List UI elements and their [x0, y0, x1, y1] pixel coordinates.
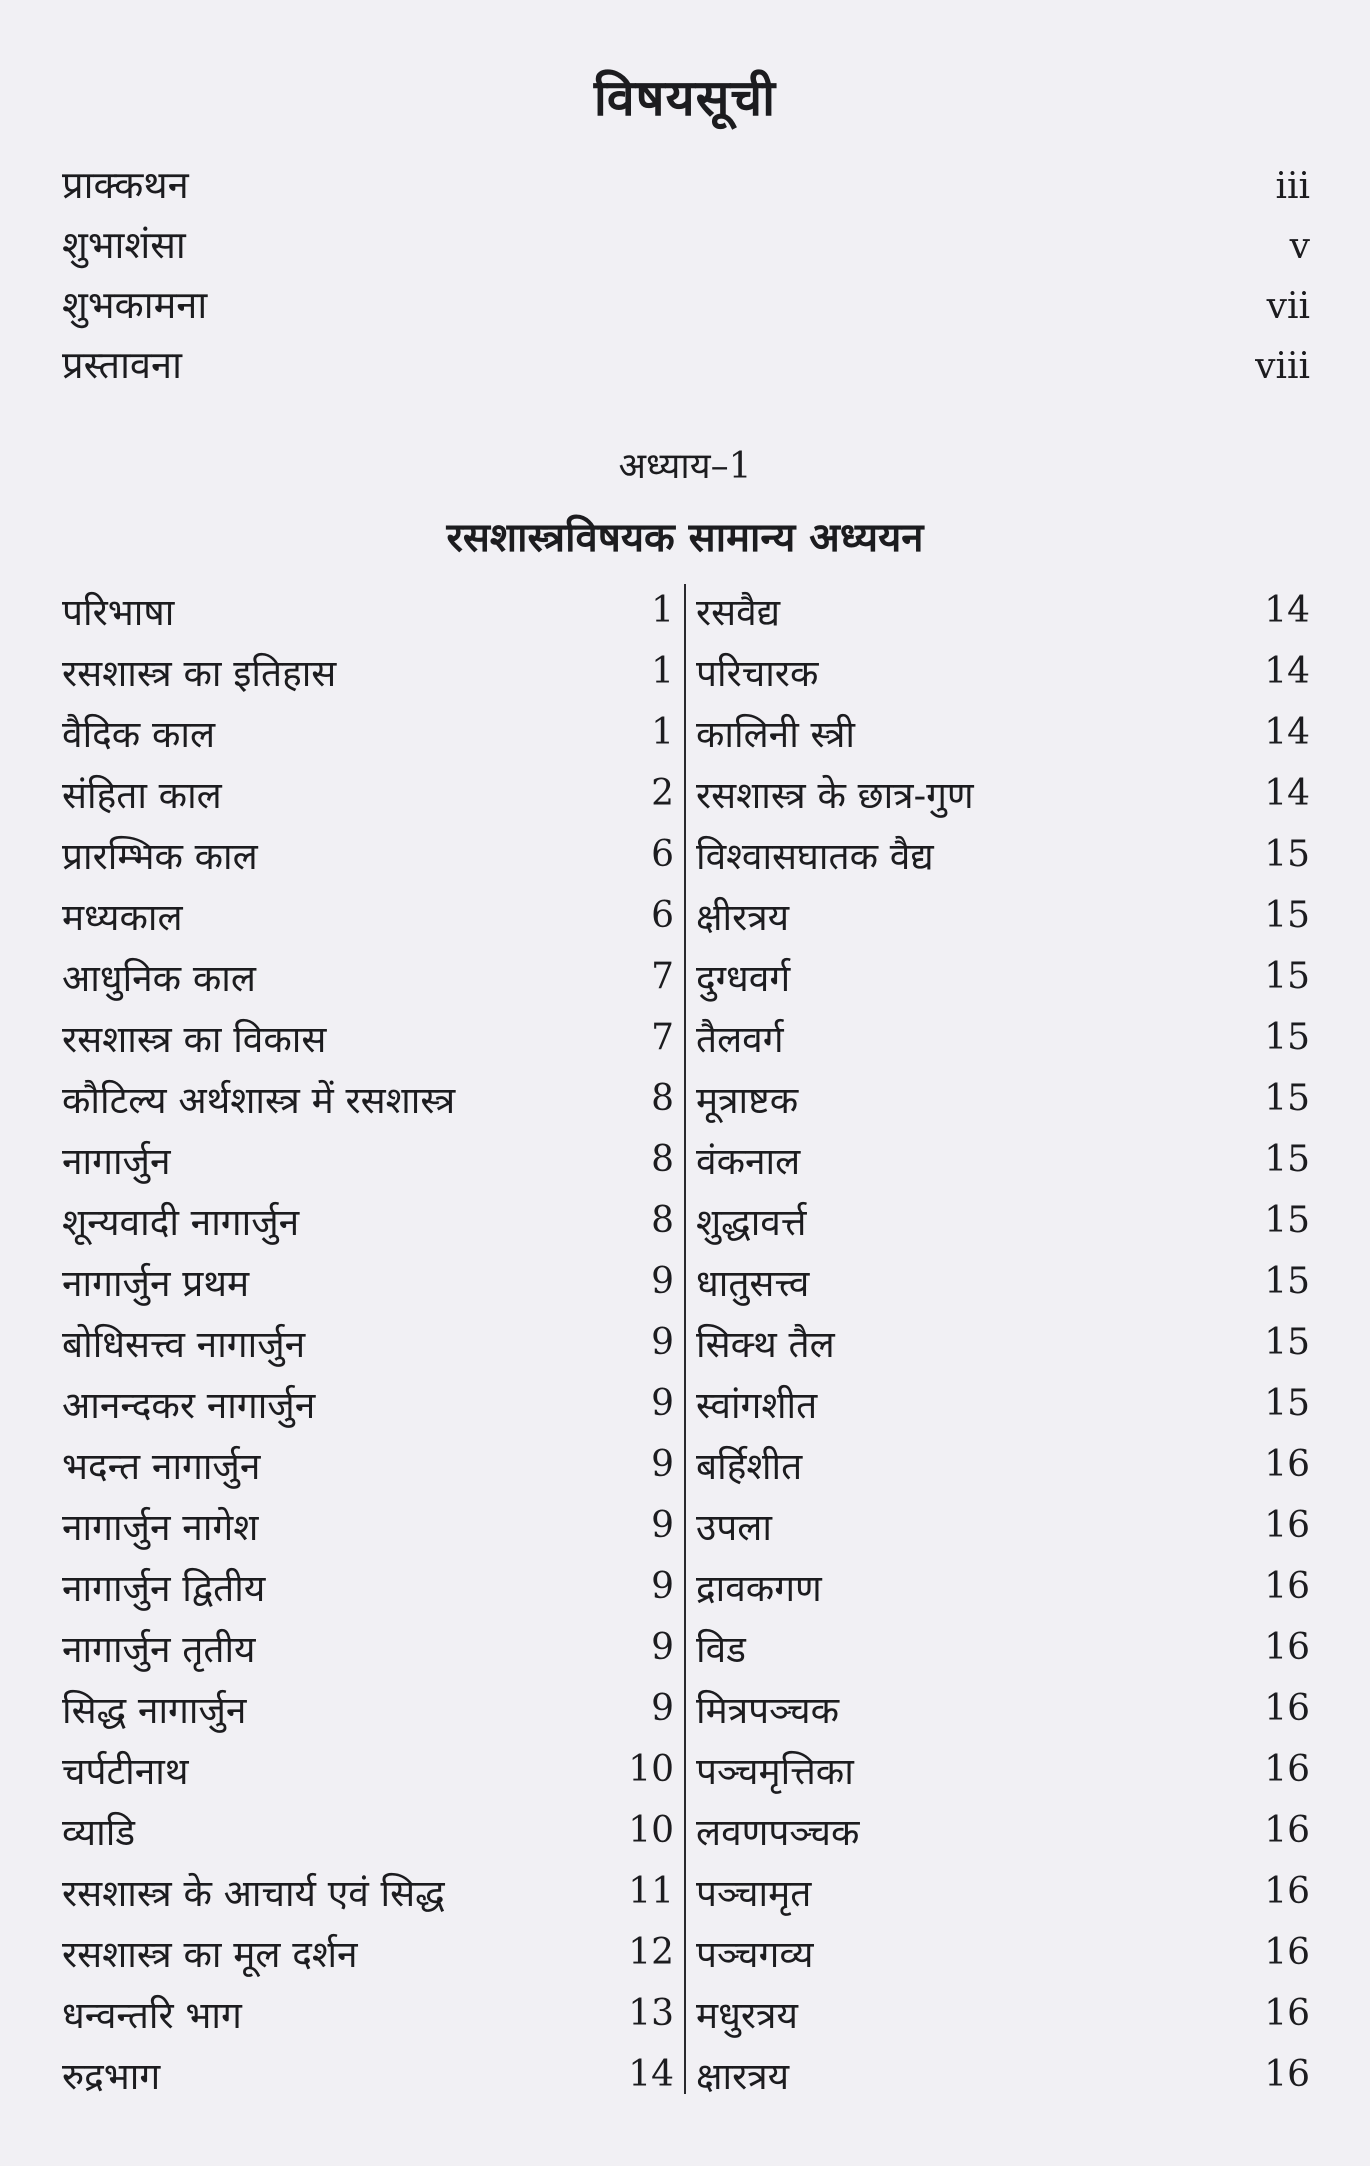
entry-page: 15: [1264, 956, 1310, 997]
toc-entry: [62, 1617, 674, 1678]
entry-label: मध्यकाल: [62, 896, 183, 939]
toc-entry: [696, 1678, 1310, 1739]
front-matter-row: [62, 278, 1310, 338]
entry-page: 15: [1264, 834, 1310, 875]
entry-page: 15: [1264, 1200, 1310, 1241]
toc-entry: [62, 1739, 674, 1800]
entry-page: 16: [1264, 1871, 1310, 1912]
entry-label: क्षीरत्रय: [696, 896, 790, 939]
toc-entry: [62, 1495, 674, 1556]
entry-page: vii: [1266, 286, 1310, 327]
toc-entry: [62, 702, 674, 763]
entry-label: नागार्जुन प्रथम: [62, 1262, 250, 1305]
entry-page: 15: [1264, 1261, 1310, 1302]
entry-label: मधुरत्रय: [696, 1994, 798, 2037]
entry-label: भदन्त नागार्जुन: [62, 1445, 261, 1488]
entry-label: क्षारत्रय: [696, 2055, 790, 2098]
entry-label: रसशास्त्र के छात्र-गुण: [696, 774, 974, 817]
entry-label: स्वांगशीत: [696, 1384, 818, 1427]
toc-entry: [696, 580, 1310, 641]
entry-page: 9: [651, 1627, 674, 1668]
entry-label: उपला: [696, 1506, 772, 1549]
entry-label: धन्वन्तरि भाग: [62, 1994, 242, 2037]
toc-entry: [62, 1068, 674, 1129]
toc-entry: [62, 1373, 674, 1434]
entry-page: 1: [651, 590, 674, 631]
entry-label: सिक्थ तैल: [696, 1323, 835, 1366]
entry-page: 1: [651, 712, 674, 753]
entry-label: बर्हिशीत: [696, 1445, 803, 1488]
toc-entry: [62, 1983, 674, 2044]
entry-label: शुद्धावर्त्त: [696, 1201, 807, 1244]
entry-label: शून्यवादी नागार्जुन: [62, 1201, 300, 1244]
toc-entry: [696, 1922, 1310, 1983]
entry-label: बोधिसत्त्व नागार्जुन: [62, 1323, 306, 1366]
entry-page: 15: [1264, 1139, 1310, 1180]
toc-entry: [696, 1800, 1310, 1861]
entry-page: 9: [651, 1505, 674, 1546]
entry-label: परिचारक: [696, 652, 819, 695]
entry-page: 8: [651, 1139, 674, 1180]
toc-entry: [696, 1068, 1310, 1129]
entry-page: 14: [1264, 712, 1310, 753]
entry-page: 16: [1264, 1627, 1310, 1668]
entry-page: 9: [651, 1688, 674, 1729]
entry-page: 14: [1264, 590, 1310, 631]
toc-entry: [696, 2044, 1310, 2105]
toc-entry: [696, 1983, 1310, 2044]
toc-entry: [62, 824, 674, 885]
entry-page: viii: [1255, 346, 1310, 387]
entry-label: शुभाशंसा: [62, 223, 186, 267]
entry-page: 6: [651, 895, 674, 936]
chapter-label: अध्याय–1: [618, 446, 752, 487]
entry-page: 8: [651, 1078, 674, 1119]
toc-entry: [696, 946, 1310, 1007]
entry-label: मित्रपञ्चक: [696, 1689, 840, 1732]
entry-page: 16: [1264, 1932, 1310, 1973]
entry-page: 9: [651, 1444, 674, 1485]
toc-entry: [62, 1800, 674, 1861]
toc-entry: [696, 885, 1310, 946]
entry-page: 7: [651, 956, 674, 997]
toc-entry: [62, 641, 674, 702]
toc-entry: [62, 885, 674, 946]
entry-page: 15: [1264, 1383, 1310, 1424]
entry-page: 1: [651, 651, 674, 692]
entry-page: iii: [1275, 166, 1310, 207]
entry-label: पञ्चगव्य: [696, 1933, 814, 1976]
toc-entry: [62, 580, 674, 641]
entry-page: 6: [651, 834, 674, 875]
toc-entry: [696, 1617, 1310, 1678]
entry-label: मूत्राष्टक: [696, 1079, 799, 1122]
entry-page: 15: [1264, 1322, 1310, 1363]
entry-label: वंकनाल: [696, 1140, 801, 1183]
toc-entry: [62, 1556, 674, 1617]
entry-label: रसवैद्य: [696, 591, 781, 634]
entry-page: 16: [1264, 1993, 1310, 2034]
column-divider: [684, 584, 686, 2094]
entry-page: 8: [651, 1200, 674, 1241]
toc-entry: [62, 763, 674, 824]
entry-page: 9: [651, 1383, 674, 1424]
entry-label: परिभाषा: [62, 591, 175, 634]
toc-entry: [62, 1007, 674, 1068]
entry-label: रसशास्त्र के आचार्य एवं सिद्ध: [62, 1872, 445, 1915]
toc-left-column: [62, 580, 674, 2105]
entry-page: 15: [1264, 895, 1310, 936]
entry-label: आनन्दकर नागार्जुन: [62, 1384, 316, 1427]
entry-page: 7: [651, 1017, 674, 1058]
toc-entry: [696, 763, 1310, 824]
toc-entry: [62, 1190, 674, 1251]
entry-label: धातुसत्त्व: [696, 1262, 810, 1305]
entry-label: नागार्जुन तृतीय: [62, 1628, 256, 1671]
entry-page: 14: [1264, 651, 1310, 692]
entry-page: 10: [628, 1810, 674, 1851]
entry-label: व्याडि: [62, 1811, 136, 1854]
front-matter-row: [62, 338, 1310, 398]
toc-entry: [696, 824, 1310, 885]
entry-page: 16: [1264, 1749, 1310, 1790]
entry-label: रसशास्त्र का इतिहास: [62, 652, 337, 695]
toc-entry: [696, 1373, 1310, 1434]
entry-label: कौटिल्य अर्थशास्त्र में रसशास्त्र: [62, 1079, 456, 1122]
entry-label: संहिता काल: [62, 774, 222, 817]
entry-page: 13: [628, 1993, 674, 2034]
entry-label: नागार्जुन द्वितीय: [62, 1567, 266, 1610]
toc-entry: [696, 702, 1310, 763]
entry-label: द्रावकगण: [696, 1567, 822, 1610]
entry-label: आधुनिक काल: [62, 957, 256, 1000]
entry-page: 10: [628, 1749, 674, 1790]
entry-label: नागार्जुन नागेश: [62, 1506, 259, 1549]
entry-label: प्रस्तावना: [62, 343, 182, 387]
toc-entry: [62, 1312, 674, 1373]
entry-label: दुग्धवर्ग: [696, 957, 791, 1000]
toc-right-column: [696, 580, 1310, 2105]
toc-entry: [696, 1007, 1310, 1068]
front-matter-row: [62, 158, 1310, 218]
entry-label: पञ्चमृत्तिका: [696, 1750, 854, 1793]
toc-entry: [696, 1556, 1310, 1617]
toc-entry: [696, 1861, 1310, 1922]
entry-label: विड: [696, 1628, 746, 1671]
page-title: विषयसूची: [593, 68, 777, 127]
entry-label: सिद्ध नागार्जुन: [62, 1689, 247, 1732]
toc-entry: [696, 641, 1310, 702]
entry-page: 16: [1264, 2054, 1310, 2095]
entry-label: रुद्रभाग: [62, 2055, 161, 2098]
chapter-title: रसशास्त्रविषयक सामान्य अध्ययन: [446, 514, 924, 561]
entry-page: 9: [651, 1261, 674, 1302]
entry-page: 16: [1264, 1505, 1310, 1546]
entry-page: 9: [651, 1566, 674, 1607]
front-matter-list: [62, 158, 1310, 398]
toc-entry: [62, 1678, 674, 1739]
entry-page: 15: [1264, 1017, 1310, 1058]
entry-page: v: [1289, 226, 1310, 267]
entry-label: कालिनी स्त्री: [696, 713, 855, 756]
toc-entry: [62, 1861, 674, 1922]
entry-label: प्राक्कथन: [62, 163, 189, 207]
toc-entry: [696, 1434, 1310, 1495]
entry-page: 16: [1264, 1688, 1310, 1729]
entry-page: 15: [1264, 1078, 1310, 1119]
entry-label: लवणपञ्चक: [696, 1811, 860, 1854]
entry-label: चर्पटीनाथ: [62, 1750, 189, 1793]
toc-entry: [696, 1312, 1310, 1373]
entry-page: 14: [628, 2054, 674, 2095]
toc-entry: [62, 1251, 674, 1312]
entry-label: प्रारम्भिक काल: [62, 835, 258, 878]
entry-page: 9: [651, 1322, 674, 1363]
entry-label: तैलवर्ग: [696, 1018, 784, 1061]
entry-page: 12: [628, 1932, 674, 1973]
toc-entry: [696, 1129, 1310, 1190]
toc-entry: [696, 1190, 1310, 1251]
entry-label: पञ्चामृत: [696, 1872, 812, 1915]
entry-label: विश्वासघातक वैद्य: [696, 835, 934, 878]
toc-entry: [62, 2044, 674, 2105]
toc-entry: [696, 1739, 1310, 1800]
toc-entry: [62, 1922, 674, 1983]
toc-entry: [62, 1129, 674, 1190]
entry-label: रसशास्त्र का विकास: [62, 1018, 327, 1061]
entry-page: 16: [1264, 1444, 1310, 1485]
entry-label: शुभकामना: [62, 283, 208, 327]
entry-label: रसशास्त्र का मूल दर्शन: [62, 1933, 358, 1976]
front-matter-row: [62, 218, 1310, 278]
entry-page: 16: [1264, 1810, 1310, 1851]
entry-label: वैदिक काल: [62, 713, 216, 756]
toc-entry: [696, 1495, 1310, 1556]
entry-page: 11: [628, 1871, 674, 1912]
entry-page: 2: [651, 773, 674, 814]
entry-page: 16: [1264, 1566, 1310, 1607]
entry-page: 14: [1264, 773, 1310, 814]
toc-entry: [62, 946, 674, 1007]
toc-entry: [62, 1434, 674, 1495]
toc-entry: [696, 1251, 1310, 1312]
entry-label: नागार्जुन: [62, 1140, 171, 1183]
